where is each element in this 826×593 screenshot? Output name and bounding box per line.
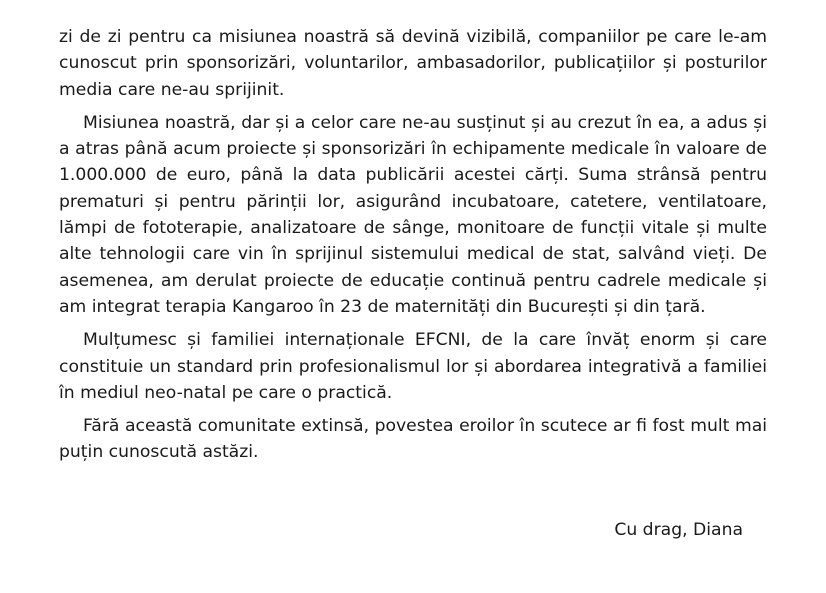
paragraph-mission: Misiunea noastră, dar și a celor care ne-au susținut și au crezut în ea, a adus și a atras până acum proiecte și sponsorizări în echipamente medicale în valoare de 1.000.000 de euro, până la data publicării acestei cărți. Suma strânsă pentru prematuri și pentru părinții lor, asigurând incubatoare, catetere, ventilatoare, lămpi de fototerapie, analizatoare de sânge, monitoare de funcții vitale și multe alte tehnologii care vin în sprijinul sistemului medical de stat, salvând vieți. De asemenea, am derulat proiecte de educație continuă pentru cadrele medicale și am integrat terapia Kangaroo în 23 de maternități din București și din țară. [59, 112, 767, 317]
book-page-text [59, 24, 767, 473]
paragraph-efcni-thanks: Mulțumesc și familiei internaționale EFCNI, de la care învăț enorm și care constituie un standard prin profesionalismul lor și abordarea integrativă a familiei în mediul neo-natal pe care o practică. [59, 330, 767, 403]
paragraph-continuation: zi de zi pentru ca misiunea noastră să devină vizibilă, companiilor pe care le-am cunoscut prin sponsorizări, voluntarilor, ambasadorilor, publicațiilor și posturilor media care ne-au sprijinit. [59, 27, 767, 100]
paragraph-community: Fără această comunitate extinsă, povestea eroilor în scutece ar fi fost mult mai puțin cunoscută astăzi. [59, 416, 767, 463]
signature: Cu drag, Diana [614, 520, 743, 540]
